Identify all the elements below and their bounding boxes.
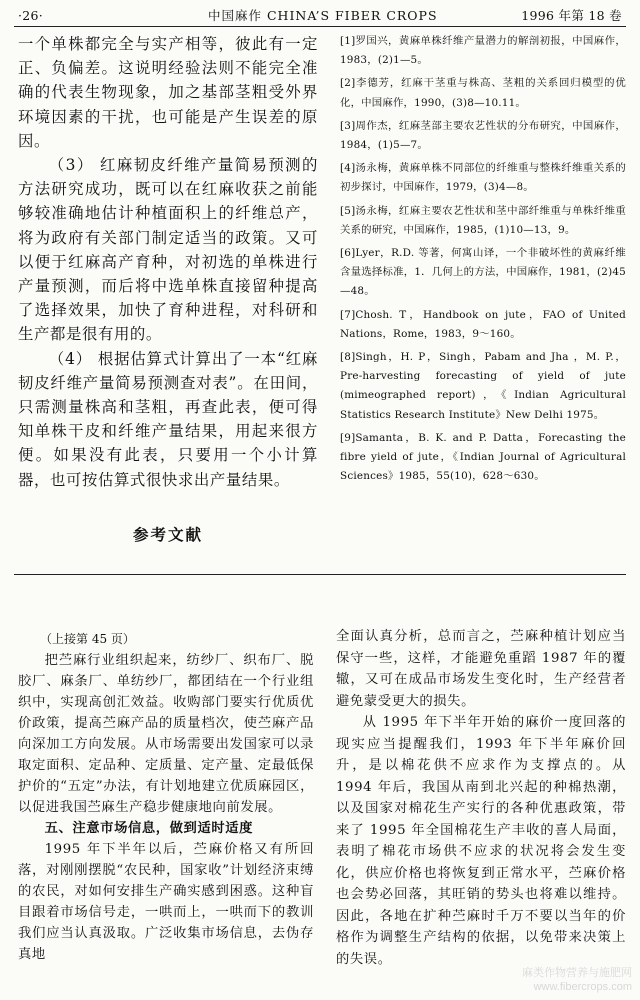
reference-item: [4]汤永梅，黄麻单株不同部位的纤维重与整株纤维重关系的初步探讨，中国麻作，1979，(3)4—8。 bbox=[340, 162, 626, 194]
page-number: ·26· bbox=[18, 8, 44, 23]
watermark bbox=[522, 966, 632, 994]
reference-item: [2]李德芳，红麻干茎重与株高、茎粗的关系回归模型的优化，中国麻作，1990，(3)8—10.11。 bbox=[340, 77, 626, 109]
header-rule bbox=[14, 26, 626, 27]
article-left-column bbox=[18, 650, 314, 965]
reference-item: [6]Lyer，R.D. 等著，何寓山译，一个非破坏性的黄麻纤维含量选择标准，1．几何上的方法，中国麻作，1981，(2)45—48。 bbox=[340, 247, 626, 298]
conclusion-paragraph: （4） 根据估算式计算出了一本“红麻韧皮纤维产量简易预测查对表”。在田间，只需测量株高和茎粗，再查此表，便可得知单株干皮和纤维产量结果，用起来很方便。如果没有此表，只要用一个小计算器，也可按估算式很快求出产量结果。 bbox=[18, 349, 318, 489]
reference-item: [5]汤永梅，红麻主要农艺性状和茎中部纤维重与单株纤维重关系的研究，中国麻作，1985，(1)10—13，9。 bbox=[340, 204, 626, 236]
reference-item: [1]罗国兴，黄麻单株纤维产量潜力的解剖初报，中国麻作，1983，(2)1—5。 bbox=[340, 35, 626, 67]
conclusion-paragraph: （3） 红麻韧皮纤维产量简易预测的方法研究成功，既可以在红麻收获之前能够较准确地估计种植面积上的纤维总产，将为政府有关部门制定适当的政策。又可以便于红麻高产育种，对初选的单株进行产量预测，而后将中选单株直接留种提高了选择效果，加快了育种进程，对科研和生产都是很有用的。 bbox=[18, 156, 318, 344]
section-subheading: 五、注意市场信息，做到适时适度 bbox=[44, 821, 254, 836]
reference-item: [9]Samanta，B. K. and P. Datta，Forecasting the fibre yield of jute，《Indian Journal of Agricultural Sciences》1985，55(10)，628～630。 bbox=[340, 431, 626, 483]
page-header bbox=[18, 6, 622, 26]
conclusion-paragraph: 一个单株都完全与实产相等，彼此有一定正、负偏差。这说明经验法则不能完全准确的代表生物现象，加之基部茎粗受外界环境因素的干扰，也可能是产生误差的原因。 bbox=[18, 35, 318, 150]
reference-item: [7]Chosh. T，Handbook on jute，FAO of United Nations，Rome，1983，9～160。 bbox=[340, 308, 626, 340]
article-paragraph: 把苎麻行业组织起来，纺纱厂、织布厂、脱胶厂、麻条厂、单纺纱厂，都团结在一个行业组织中，实现高创汇效益。收购部门要实行优质优价政策，提高苎麻产品的质量档次，使苎麻产品向深加工方向发展。从市场需要出发国家可以录取定面积、定品种、定质量、定产量、定最低保护价的“五定”办法，有计划地建立优质麻园区，以促进我国苎麻生产稳步健康地向前发展。 bbox=[18, 653, 314, 815]
article-right-column bbox=[336, 626, 626, 970]
issue-label: 1996 年第 18 卷 bbox=[521, 8, 622, 23]
references-list bbox=[340, 32, 626, 490]
article-paragraph: 从 1995 年下半年开始的麻价一度回落的现实应当提醒我们，1993 年下半年麻价回升，是以棉花供不应求作为支撑点的。从 1994 年后，我国从南到北兴起的种棉热潮，以及国家对棉花生产实行的各种优惠政策，带来了 1995 年全国棉花生产丰收的喜人局面，表明了棉花市场供不应求的状况将会发生变化，供应价格也将恢复到正常水平，苎麻价格也会势必回落，其旺销的势头也将难以维持。因此，各地在扩种苎麻时千万不要以当年的价格作为调整生产结构的依据，以免带来决策上的失误。 bbox=[336, 715, 626, 967]
watermark-line: www.fibercrops.com bbox=[533, 981, 632, 993]
watermark-line: 麻类作物营养与施肥网 bbox=[522, 967, 632, 979]
reference-item: [8]Singh，H. P，Singh，Pabam and Jha ，M. P.，Pre-harvesting forecasting of yield of jute (mimeographed report)，《Indian Agricultural Statistics Research Institute》New Delhi 1975。 bbox=[340, 351, 626, 421]
journal-name: 中国麻作 CHINA’S FIBER CROPS bbox=[208, 8, 438, 23]
references-heading: 参考文献 bbox=[132, 525, 203, 544]
reference-item: [3]周作杰，红麻茎部主要农艺性状的分布研究，中国麻作，1984，(1)5—7。 bbox=[340, 119, 626, 152]
article-paragraph: 1995 年下半年以后，苎麻价格又有所回落，对刚刚摆脱“农民种，国家收”计划经济束缚的农民，对如何安排生产确实感到困惑。这种盲目跟着市场信号走，一哄而上，一哄而下的教训我们应当认真汲取。广泛收集市场信息，去伪存真地 bbox=[18, 842, 314, 962]
article-paragraph: 全面认真分析，总而言之，苎麻种植计划应当保守一些，这样，才能避免重蹈 1987 年的覆辙，又可在成品市场发生变化时，生产经营者避免蒙受更大的损失。 bbox=[336, 629, 626, 709]
continued-note: （上接第 45 页） bbox=[40, 632, 135, 646]
section-divider bbox=[14, 574, 626, 575]
conclusion-text bbox=[18, 32, 318, 492]
